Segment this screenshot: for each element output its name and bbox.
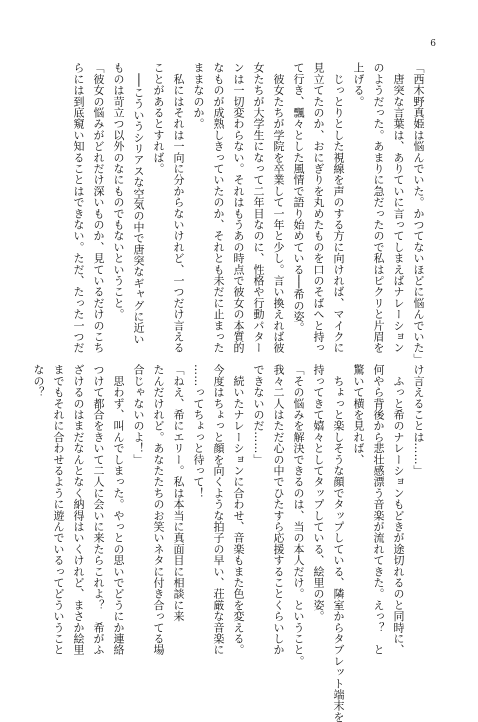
text-line: 彼女たちが学院を卒業して一年と少し。言い換えれば彼 — [272, 62, 285, 354]
lower-text-block — [32, 364, 428, 722]
text-line: なの？ — [32, 364, 45, 398]
text-line: ざけるのはまだなんとなく納得はいくけれど、まさか絵里 — [72, 364, 85, 656]
text-line: じっとりとした視線を声のする方に向ければ、マイクに — [332, 62, 345, 354]
text-line: 「彼女の悩みがどれだけ深いものか、見ているだけのこち — [92, 62, 105, 354]
text-line: たんだけれど。あなたたちのお笑いネタに付き合ってる場 — [152, 364, 165, 656]
text-line: ことがあるとすれば。 — [152, 62, 165, 174]
text-line: 見立てたのか、おにぎりを丸めたものを口のそばへと持っ — [312, 62, 325, 354]
text-line: 続いたナレーションに合わせ、音楽もまた色を変える。 — [232, 364, 245, 656]
text-line: つけて都合をきいて二人に会いに来たらこれよ？ 希がふ — [92, 364, 105, 656]
page-number: 6 — [430, 39, 436, 49]
text-line: 我々二人はただ心の中でひたすら応援することくらいしか — [272, 364, 285, 656]
text-line: 思わず、叫んでしまった。やっとの思いでどうにか連絡 — [112, 364, 125, 656]
text-line: け言えることは……」 — [412, 364, 425, 476]
text-line: 驚いて横を見れば、 — [352, 364, 365, 465]
text-line: 持ってきて嬉々としてタップしている、絵里の姿。 — [312, 364, 325, 622]
upper-text-block — [48, 62, 428, 365]
text-line: ものは苛立つ以外のなにものでもないということ。 — [112, 62, 125, 320]
text-line: 私にはそれは一向に分からないけれど、一つだけ言える — [172, 62, 185, 354]
text-line: までもそれに合わせるように遊んでいるってどういうこと — [52, 364, 65, 656]
text-line: 「その悩みを解決できるのは、当の本人だけ。ということ。 — [292, 364, 305, 667]
text-line: らには到底窺い知ることはできない。ただ、たった一つだ — [72, 62, 85, 354]
text-line: なものが成熟しきっていたのか、それとも未だに止まった — [212, 62, 225, 354]
text-line: 上げる。 — [352, 62, 365, 107]
text-line: て行き、飄々とした風情で語り始めている──希の姿。 — [292, 62, 305, 334]
text-line: 「西木野真姫は悩んでいた。かつてないほどに悩んでいた」 — [412, 62, 425, 365]
text-line: できないのだ……」 — [252, 364, 265, 465]
text-line: 何やら背後から悲壮感漂う音楽が流れてきた。えっ？ と — [372, 364, 385, 656]
text-line: ──こういうシリアスな空気の中で唐突なギャグに近い — [132, 62, 145, 345]
text-line: 唐突な言葉は、ありていに言ってしまえばナレーション — [392, 62, 405, 354]
text-line: ふっと希のナレーションもどきが途切れるのと同時に、 — [392, 364, 405, 656]
text-line: 合じゃないのよ！」 — [132, 364, 145, 465]
text-line: のようだった。あまりに急だったので私はピクリと片眉を — [372, 62, 385, 354]
text-line: 今度はちょっと顔を向くような拍子の早い、荘厳な音楽に — [212, 364, 225, 656]
text-line: ンは一切変わらない。それはもうあの時点で彼女の本質的 — [232, 62, 245, 354]
text-line: ……ってちょっと待って！ — [192, 364, 205, 499]
text-line: ちょっと楽しそうな顔でタップしている、隣室からタブレット端末を — [332, 364, 345, 722]
text-line: ままなのか。 — [192, 62, 205, 130]
text-line: 女たちが大学生になって二年目なのに、性格や行動パター — [252, 62, 265, 354]
text-line: 「ねえ、希にエリー。私は本当に真面目に相談に来 — [172, 364, 185, 622]
